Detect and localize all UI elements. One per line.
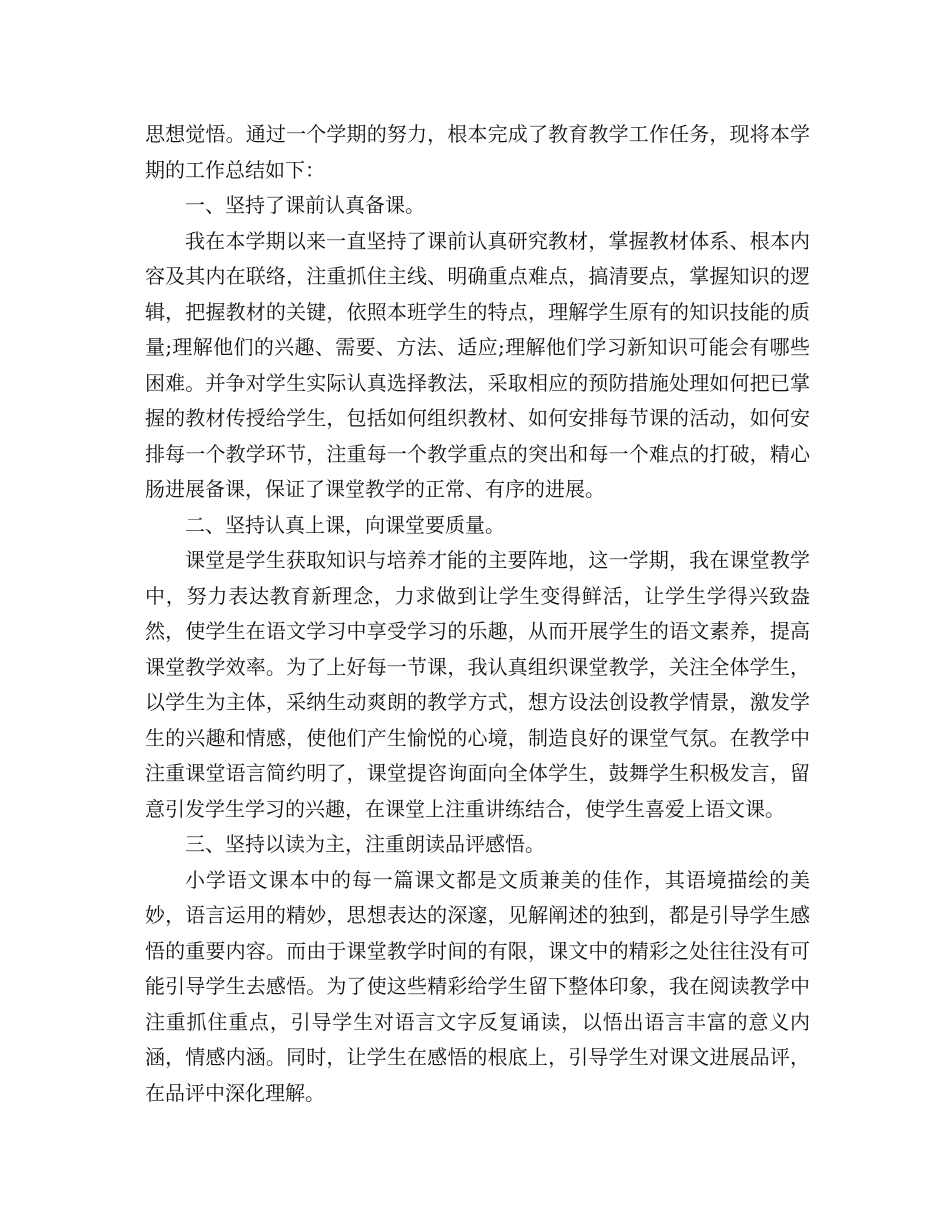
paragraph-intro-continuation: 思想觉悟。通过一个学期的努力，根本完成了教育教学工作任务，现将本学期的工作总结如下： <box>145 122 810 182</box>
paragraph-classes: 课堂是学生获取知识与培养才能的主要阵地，这一学期，我在课堂教学中，努力表达教育新理念，力求做到让学生变得鲜活，让学生学得兴致盎然，使学生在语文学习中享受学习的乐趣，从而开展学生的语文素养，提高课堂教学效率。为了上好每一节课，我认真组织课堂教学，关注全体学生，以学生为主体，采纳生动爽朗的教学方式，想方设法创设教学情景，激发学生的兴趣和情感，使他们产生愉悦的心境，制造良好的课堂气氛。在教学中注重课堂语言简约明了，课堂提咨询面向全体学生，鼓舞学生积极发言，留意引发学生学习的兴趣，在课堂上注重讲练结合，使学生喜爱上语文课。 <box>145 548 810 821</box>
paragraph-reading: 小学语文课本中的每一篇课文都是文质兼美的佳作，其语境描绘的美妙，语言运用的精妙，思想表达的深邃，见解阐述的独到，都是引导学生感悟的重要内容。而由于课堂教学时间的有限，课文中的精彩之处往往没有可能引导学生去感悟。为了使这些精彩给学生留下整体印象，我在阅读教学中注重抓住重点，引导学生对语言文字反复诵读，以悟出语言丰富的意义内涵，情感内涵。同时，让学生在感悟的根底上，引导学生对课文进展品评，在品评中深化理解。 <box>145 867 810 1105</box>
section-heading-classes: 二、坚持认真上课，向课堂要质量。 <box>185 512 505 537</box>
section-heading-preparation: 一、坚持了课前认真备课。 <box>185 193 425 217</box>
section-heading-reading: 三、坚持以读为主，注重朗读品评感悟。 <box>185 832 545 856</box>
document-body <box>145 117 810 1111</box>
paragraph-preparation: 我在本学期以来一直坚持了课前认真研究教材，掌握教材体系、根本内容及其内在联络，注重抓住主线、明确重点难点，搞清要点，掌握知识的逻辑，把握教材的关键，依照本班学生的特点，理解学生原有的知识技能的质量;理解他们的兴趣、需要、方法、适应;理解他们学习新知识可能会有哪些困难。并争对学生实际认真选择教法，采取相应的预防措施处理如何把已掌握的教材传授给学生，包括如何组织教材、如何安排每节课的活动，如何安排每一个教学环节，注重每一个教学重点的突出和每一个难点的打破，精心肠进展备课，保证了课堂教学的正常、有序的进展。 <box>145 228 810 501</box>
